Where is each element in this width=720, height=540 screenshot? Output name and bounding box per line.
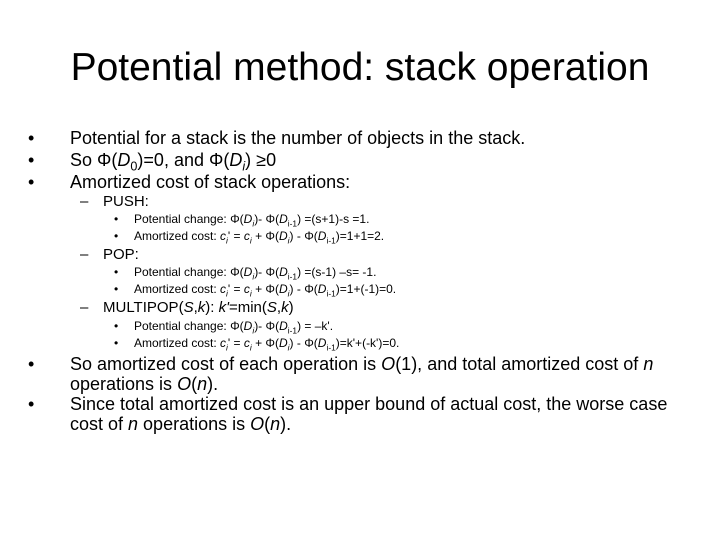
bullet-marker: • <box>114 229 119 243</box>
bullet-marker: • <box>114 265 119 279</box>
subsection-label: POP: <box>103 246 139 263</box>
bullet-marker: • <box>114 319 119 333</box>
detail-text: Amortized cost: $c_i' = c_i + \Phi(D_i) - \Phi(D_{i-1})=k'+(-k')=0$. <box>134 336 400 353</box>
subsection-label: MULTIPOP(S,k): k'=min(S,k) <box>103 299 294 316</box>
bullet-text: Amortized cost of stack operations: <box>70 172 351 192</box>
bullet-text: So $\Phi(D_0)=0$, and $\Phi(D_i) \ge 0$ <box>70 150 277 174</box>
bullet-marker: • <box>28 150 35 170</box>
bullet-marker: • <box>114 212 119 226</box>
bullet-marker: • <box>28 128 35 148</box>
bullet-marker: • <box>28 354 35 374</box>
bullet-text: So amortized cost of each operation is O(1), and total amortized cost of n operations is O(n). <box>70 354 654 394</box>
detail-text: Potential change: $\Phi(D_i)-$ $\Phi(D_{i-1}) =(s+1)-s =1$. <box>134 212 370 229</box>
dash-marker: – <box>80 246 89 263</box>
detail-text: Potential change: $\Phi(D_i)-$ $\Phi(D_{i-1}) =(s-1)$ –s= -1. <box>134 265 377 282</box>
dash-marker: – <box>80 193 89 210</box>
bullet-text: Potential for a stack is the number of objects in the stack. <box>70 128 526 148</box>
detail-text: Potential change: $\Phi(D_i)-$ $\Phi(D_{i-1}) = -k'$. <box>134 319 334 336</box>
bullet-marker: • <box>28 394 35 414</box>
phi-symbol: Φ <box>97 150 112 170</box>
ge-symbol: ≥ <box>256 150 267 170</box>
bullet-marker: • <box>114 336 119 350</box>
dash-marker: – <box>80 299 89 316</box>
phi-symbol: Φ <box>208 150 224 170</box>
bullet-marker: • <box>114 282 119 296</box>
detail-text: Amortized cost: $c_i' = c_i + \Phi(D_i) - \Phi(D_{i-1})=1+1=2$. <box>134 229 385 246</box>
bullet-marker: • <box>28 172 35 192</box>
bullet-text: Since total amortized cost is an upper bound of actual cost, the worse case cost of n operations is O(n). <box>70 394 668 434</box>
subsection-label: PUSH: <box>103 193 149 210</box>
slide-title: Potential method: stack operation <box>70 46 650 89</box>
detail-text: Amortized cost: $c_i' = c_i + \Phi(D_i) - \Phi(D_{i-1})=1+(-1)=0$. <box>134 282 397 299</box>
